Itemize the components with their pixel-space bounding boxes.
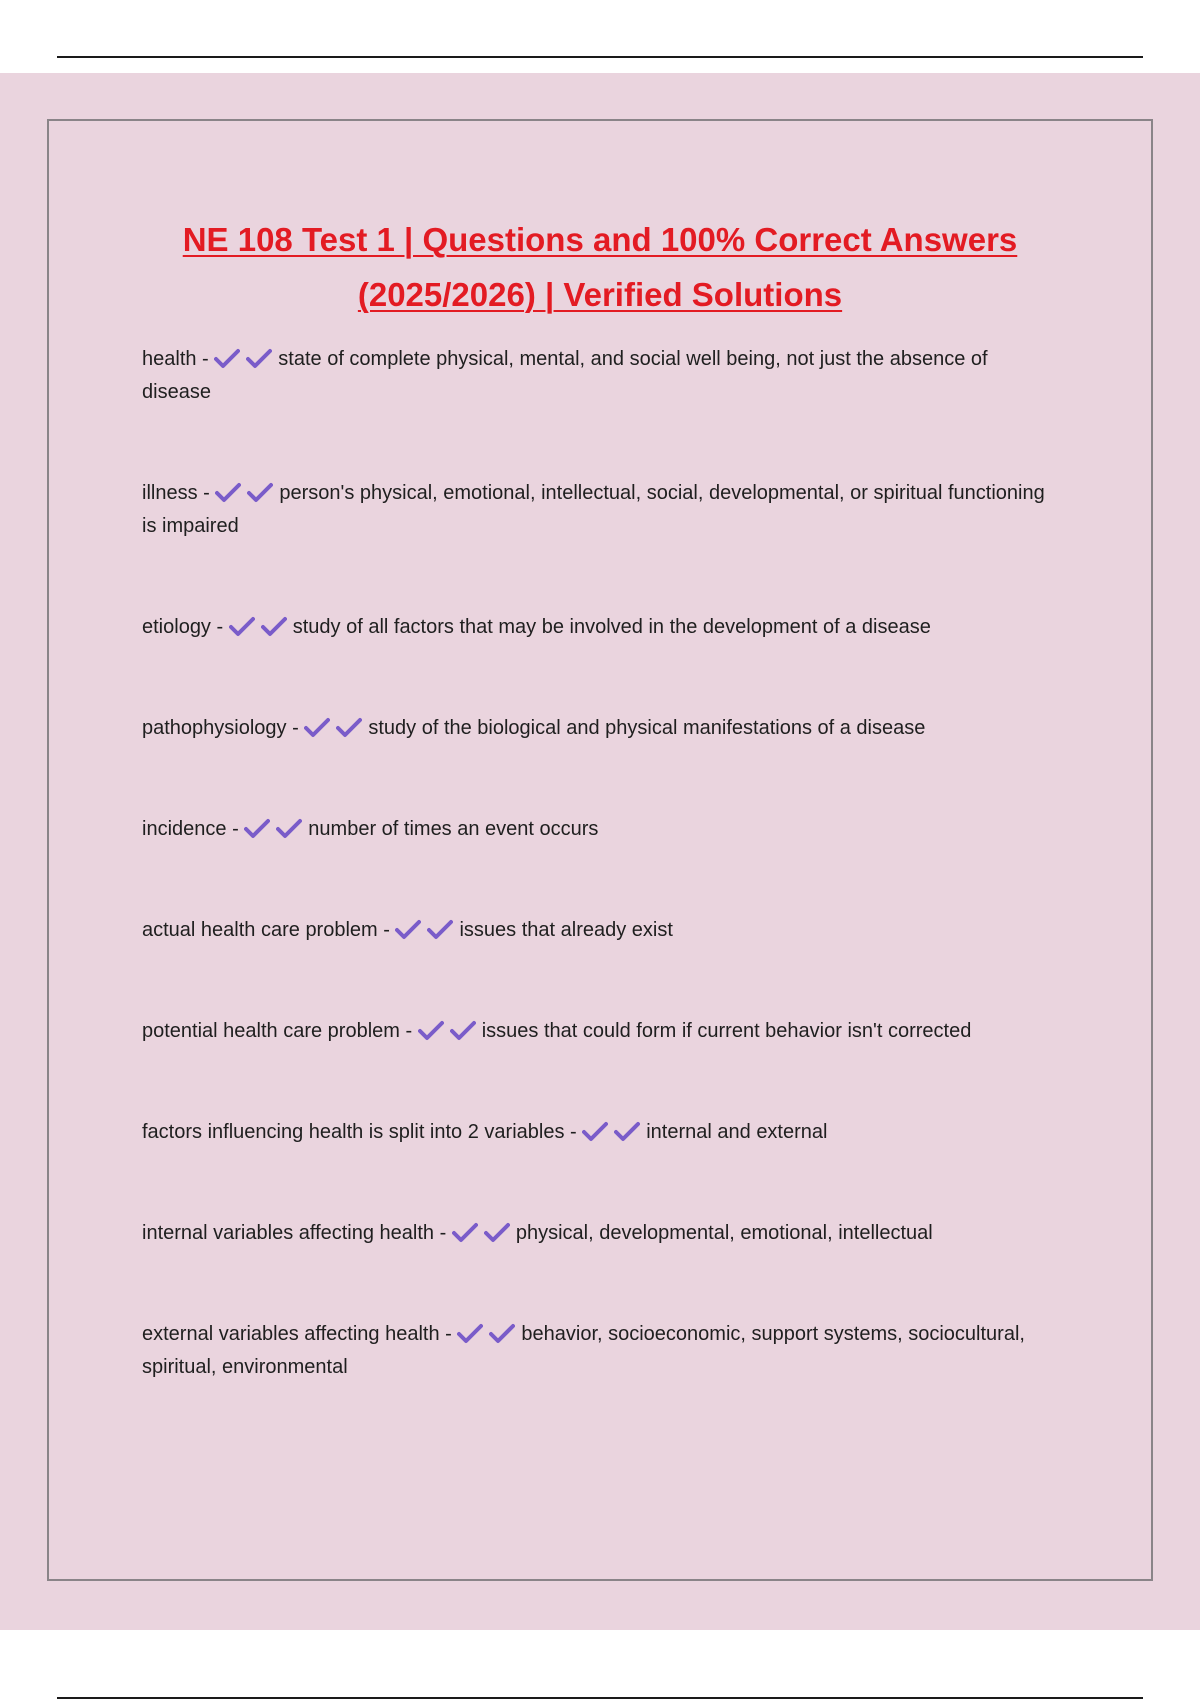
qa-item — [142, 712, 1062, 745]
qa-item — [142, 1116, 1062, 1149]
checkmarks — [215, 482, 279, 504]
checkmarks — [244, 818, 308, 840]
separator: - — [399, 1020, 418, 1042]
checkmarks — [452, 1222, 516, 1244]
separator: - — [226, 818, 245, 840]
term: incidence — [142, 818, 227, 840]
check-icon — [304, 716, 330, 738]
separator: - — [377, 919, 396, 941]
separator: - — [564, 1121, 583, 1143]
qa-item — [142, 1318, 1062, 1384]
check-icon — [244, 817, 270, 839]
definition: issues that already exist — [459, 919, 673, 941]
term: external variables affecting health — [142, 1323, 440, 1345]
check-icon — [214, 347, 240, 369]
check-icon — [489, 1322, 515, 1344]
separator: - — [210, 616, 229, 638]
check-icon — [246, 347, 272, 369]
term: etiology — [142, 616, 211, 638]
qa-item — [142, 813, 1062, 846]
check-icon — [418, 1019, 444, 1041]
checkmarks — [395, 919, 459, 941]
separator: - — [439, 1323, 458, 1345]
check-icon — [450, 1019, 476, 1041]
document-title — [150, 212, 1050, 322]
checkmarks — [304, 717, 368, 739]
separator: - — [286, 717, 305, 739]
qa-item — [142, 1015, 1062, 1048]
check-icon — [484, 1221, 510, 1243]
term: internal variables affecting health — [142, 1222, 435, 1244]
definition: study of all factors that may be involved in the development of a disease — [292, 616, 931, 638]
check-icon — [395, 918, 421, 940]
separator: - — [434, 1222, 452, 1244]
term: potential health care problem — [142, 1020, 400, 1042]
checkmarks — [214, 348, 278, 370]
check-icon — [215, 481, 241, 503]
check-icon — [261, 615, 287, 637]
definition: behavior, socioeconomic, support systems, sociocultural, spiritual, environmental — [142, 1323, 1025, 1378]
check-icon — [427, 918, 453, 940]
definition: issues that could form if current behavior isn't corrected — [481, 1020, 972, 1042]
checkmarks — [229, 616, 293, 638]
term: health — [142, 348, 197, 370]
qa-item — [142, 1217, 1062, 1250]
definition: study of the biological and physical manifestations of a disease — [368, 717, 926, 739]
bottom-rule — [57, 1697, 1143, 1699]
term: actual health care problem — [142, 919, 378, 941]
checkmarks — [457, 1323, 521, 1345]
check-icon — [614, 1120, 640, 1142]
qa-item — [142, 611, 1062, 644]
definition: state of complete physical, mental, and social well being, not just the absence of disease — [142, 348, 988, 403]
definition: person's physical, emotional, intellectual, social, developmental, or spiritual functioning is impaired — [142, 482, 1045, 537]
checkmarks — [418, 1020, 482, 1042]
checkmarks — [582, 1121, 646, 1143]
definition: physical, developmental, emotional, intellectual — [515, 1222, 933, 1244]
qa-item — [142, 477, 1062, 543]
term: factors influencing health is split into 2 variables — [142, 1121, 565, 1143]
term: pathophysiology — [142, 717, 287, 739]
separator: - — [197, 482, 216, 504]
check-icon — [582, 1120, 608, 1142]
qa-item — [142, 914, 1062, 947]
top-rule — [57, 56, 1143, 58]
check-icon — [452, 1221, 478, 1243]
title-line-2: (2025/2026) | Verified Solutions — [357, 276, 843, 313]
term: illness — [142, 482, 198, 504]
definition: internal and external — [646, 1121, 828, 1143]
title-line-1: NE 108 Test 1 | Questions and 100% Correct Answers — [182, 221, 1018, 258]
check-icon — [247, 481, 273, 503]
qa-item — [142, 343, 1062, 409]
separator: - — [196, 348, 215, 370]
check-icon — [457, 1322, 483, 1344]
check-icon — [276, 817, 302, 839]
definition: number of times an event occurs — [308, 818, 599, 840]
check-icon — [336, 716, 362, 738]
check-icon — [229, 615, 255, 637]
